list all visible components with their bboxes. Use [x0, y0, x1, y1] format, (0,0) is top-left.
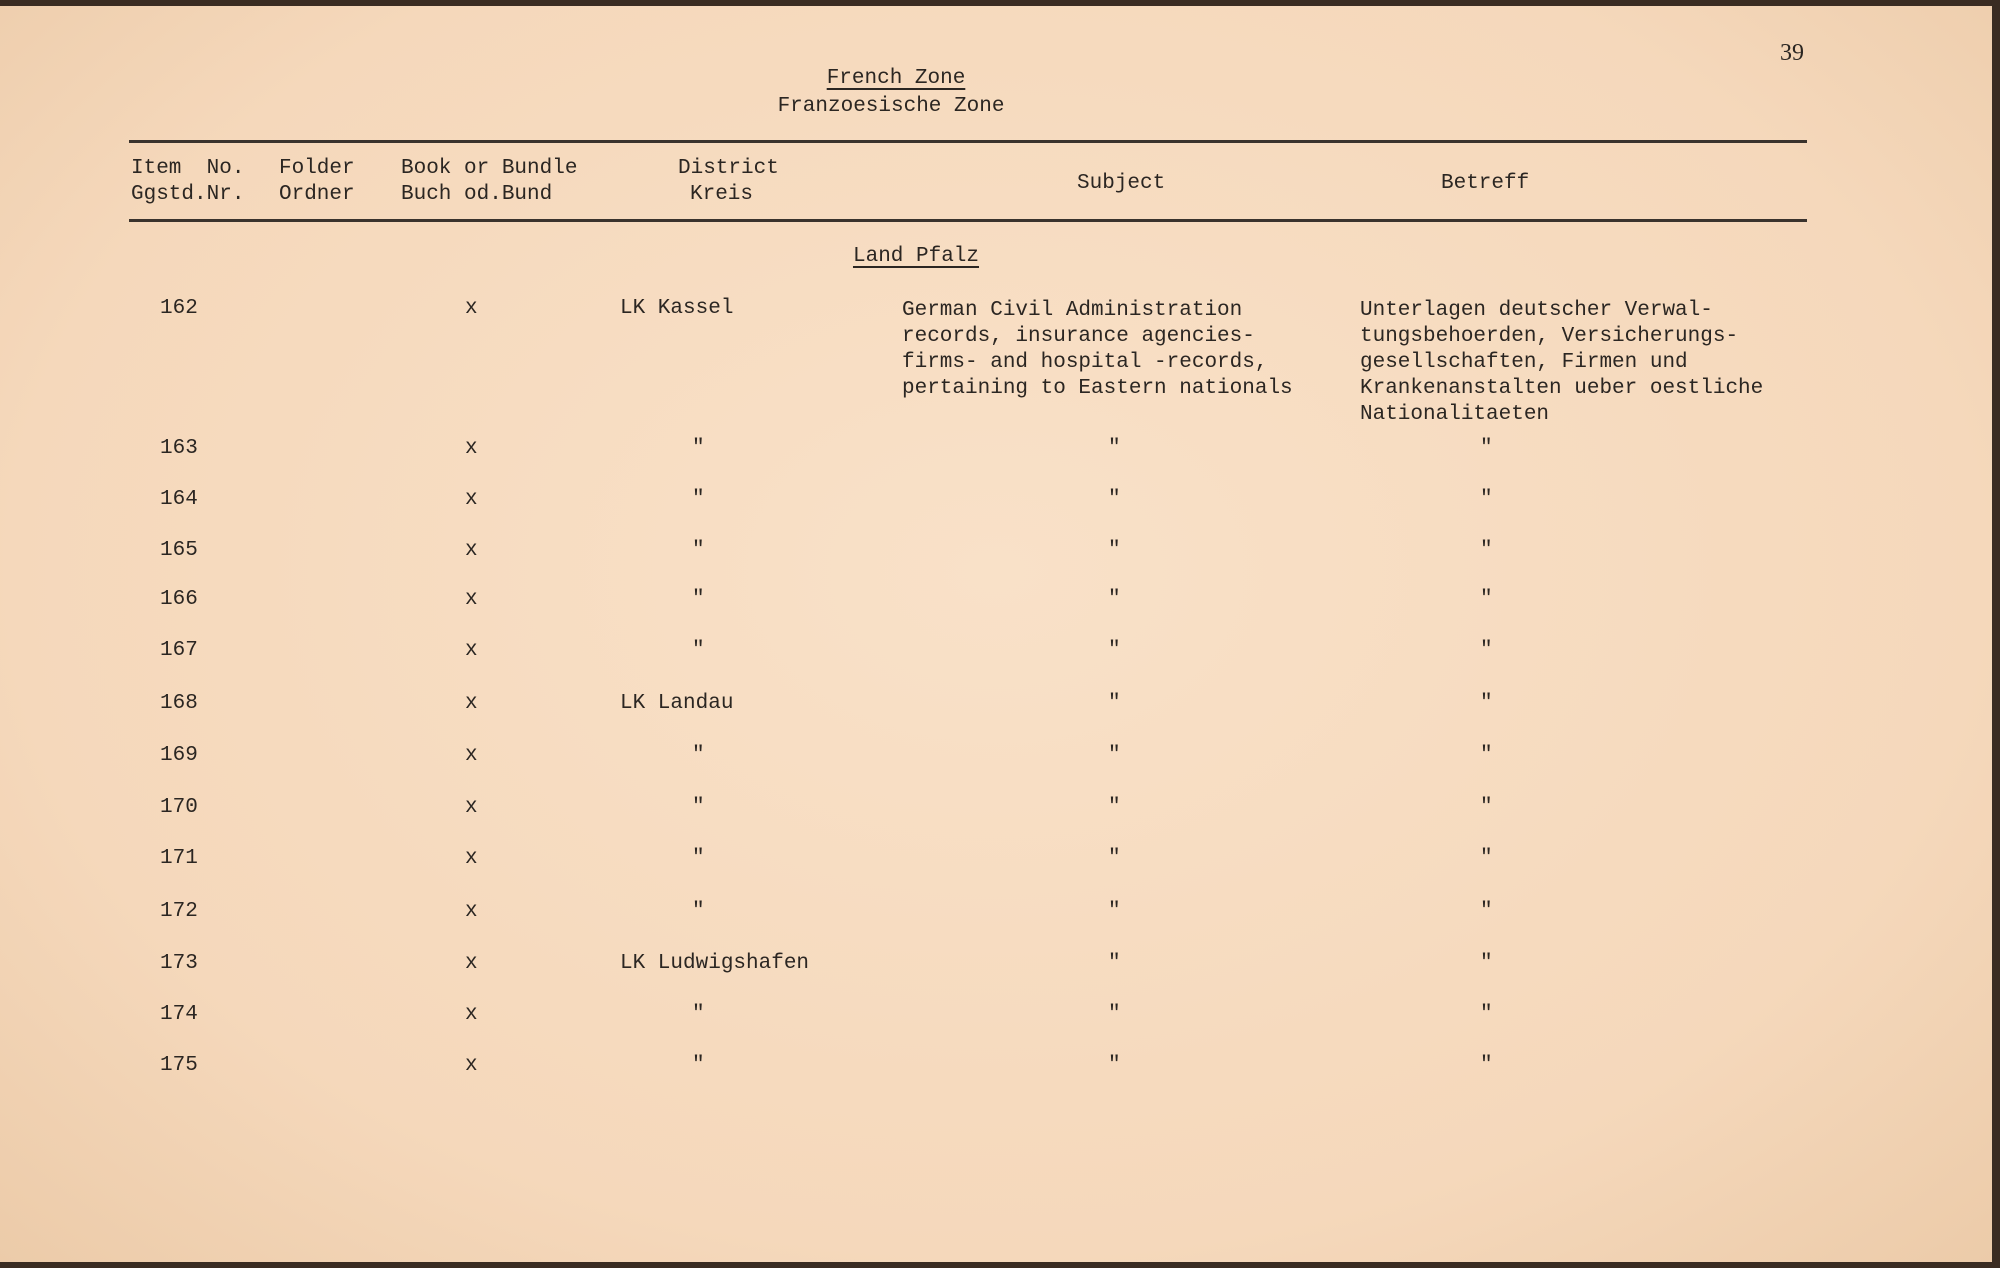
subject: ": [1108, 796, 1121, 819]
subject: ": [1108, 437, 1121, 460]
item-number: 162: [160, 297, 198, 320]
betreff: ": [1480, 744, 1493, 767]
page-number: 39: [1780, 40, 1804, 66]
district: ": [692, 539, 705, 562]
subject: ": [1108, 488, 1121, 511]
item-number: 168: [160, 692, 198, 715]
subject-line: records, insurance agencies-: [902, 325, 1255, 348]
item-number: 163: [160, 437, 198, 460]
header-book-en: Book or Bundle: [401, 157, 578, 180]
title-en: French Zone: [826, 67, 966, 90]
item-number: 174: [160, 1003, 198, 1026]
header-folder-en: Folder: [279, 157, 355, 180]
book-mark: x: [465, 639, 478, 662]
header-item-en: Item No.: [131, 157, 245, 180]
betreff-line: gesellschaften, Firmen und: [1360, 351, 1688, 374]
district: ": [692, 639, 705, 662]
header-item-de: Ggstd.Nr.: [131, 183, 245, 206]
subject: ": [1108, 1054, 1121, 1077]
item-number: 172: [160, 900, 198, 923]
item-number: 166: [160, 588, 198, 611]
betreff-line: tungsbehoerden, Versicherungs-: [1360, 325, 1739, 348]
header-subject: Subject: [1077, 172, 1166, 195]
betreff: ": [1480, 847, 1493, 870]
book-mark: x: [465, 1054, 478, 1077]
district: ": [692, 1003, 705, 1026]
district: ": [692, 437, 705, 460]
book-mark: x: [465, 692, 478, 715]
section-heading: Land Pfalz: [852, 245, 980, 268]
betreff: ": [1480, 437, 1493, 460]
title-de: Franzoesische Zone: [777, 95, 1005, 118]
betreff: ": [1480, 952, 1493, 975]
betreff: ": [1480, 692, 1493, 715]
book-mark: x: [465, 847, 478, 870]
subject: ": [1108, 952, 1121, 975]
item-number: 175: [160, 1054, 198, 1077]
book-mark: x: [465, 588, 478, 611]
book-mark: x: [465, 900, 478, 923]
betreff: ": [1480, 900, 1493, 923]
book-mark: x: [465, 488, 478, 511]
district: LK Kassel: [620, 297, 734, 320]
header-district-de: Kreis: [690, 183, 754, 206]
item-number: 164: [160, 488, 198, 511]
header-top-rule: [129, 140, 1807, 143]
subject: ": [1108, 588, 1121, 611]
item-number: 171: [160, 847, 198, 870]
subject: ": [1108, 847, 1121, 870]
header-betreff: Betreff: [1441, 172, 1530, 195]
subject-line: firms- and hospital -records,: [902, 351, 1268, 374]
subject: ": [1108, 692, 1121, 715]
betreff: ": [1480, 1003, 1493, 1026]
betreff-line: Krankenanstalten ueber oestliche: [1360, 377, 1764, 400]
betreff: ": [1480, 539, 1493, 562]
book-mark: x: [465, 952, 478, 975]
betreff: ": [1480, 1054, 1493, 1077]
item-number: 165: [160, 539, 198, 562]
item-number: 170: [160, 796, 198, 819]
book-mark: x: [465, 744, 478, 767]
header-district-en: District: [678, 157, 779, 180]
district: ": [692, 847, 705, 870]
header-folder-de: Ordner: [279, 183, 355, 206]
subject: ": [1108, 639, 1121, 662]
district: ": [692, 744, 705, 767]
book-mark: x: [465, 297, 478, 320]
district: LK Landau: [620, 692, 734, 715]
betreff-line: Nationalitaeten: [1360, 403, 1550, 426]
subject: ": [1108, 744, 1121, 767]
book-mark: x: [465, 539, 478, 562]
district: ": [692, 1054, 705, 1077]
betreff: ": [1480, 488, 1493, 511]
betreff: ": [1480, 796, 1493, 819]
district: ": [692, 488, 705, 511]
subject-line: pertaining to Eastern nationals: [902, 377, 1293, 400]
district: LK Ludwigshafen: [620, 952, 810, 975]
header-book-de: Buch od.Bund: [401, 183, 553, 206]
item-number: 169: [160, 744, 198, 767]
item-number: 167: [160, 639, 198, 662]
district: ": [692, 900, 705, 923]
subject: ": [1108, 1003, 1121, 1026]
district: ": [692, 588, 705, 611]
district: ": [692, 796, 705, 819]
document-page: [0, 6, 1992, 1262]
subject: ": [1108, 900, 1121, 923]
subject-line: German Civil Administration: [902, 299, 1243, 322]
subject: ": [1108, 539, 1121, 562]
item-number: 173: [160, 952, 198, 975]
book-mark: x: [465, 1003, 478, 1026]
book-mark: x: [465, 437, 478, 460]
book-mark: x: [465, 796, 478, 819]
betreff-line: Unterlagen deutscher Verwal-: [1360, 299, 1713, 322]
betreff: ": [1480, 639, 1493, 662]
betreff: ": [1480, 588, 1493, 611]
header-bottom-rule: [129, 219, 1807, 222]
